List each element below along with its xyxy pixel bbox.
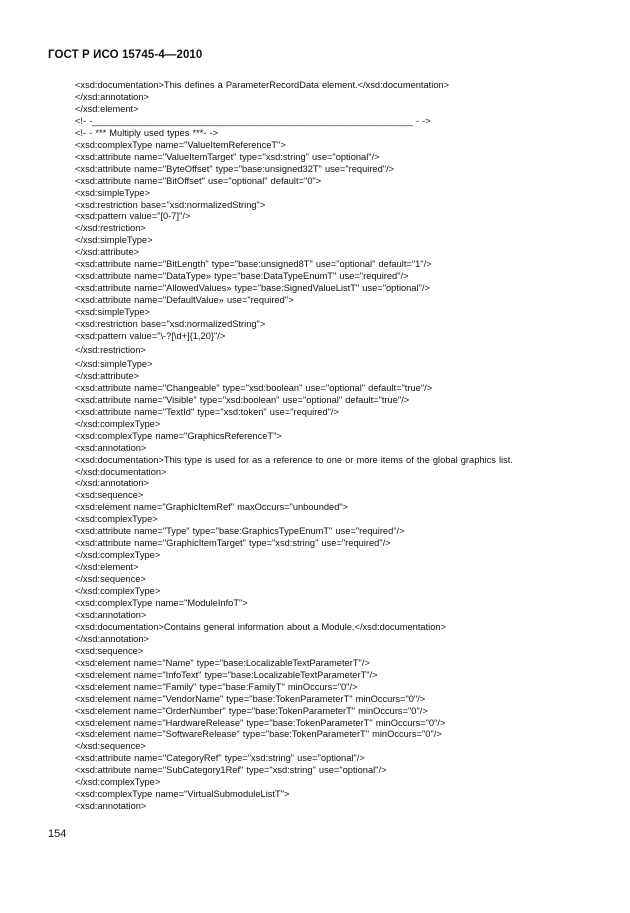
code-line: <!- -______________________________________________________________ - -> xyxy=(75,115,431,126)
code-line: <xsd:element name="InfoText" type="base:LocalizableTextParameterT"/> xyxy=(75,669,378,680)
code-line: <xsd:attribute name="BitOffset" use="optional" default="0"> xyxy=(75,175,322,186)
code-line: </xsd:complexType> xyxy=(75,550,161,561)
code-line: <xsd:attribute name="TextId" type="xsd:token" use="required"/> xyxy=(75,406,339,417)
xml-schema-code-block xyxy=(75,80,575,813)
code-line: </xsd:sequence> xyxy=(75,574,146,585)
code-line: <xsd:documentation>This defines a ParameterRecordData element.</xsd:documentation> xyxy=(75,80,450,90)
code-line: <xsd:restriction base="xsd:normalizedString"> xyxy=(75,319,266,330)
code-line: </xsd:complexType> xyxy=(75,777,161,788)
code-line: <xsd:pattern value="\-?[\d+]{1,20}"/> xyxy=(75,331,226,342)
code-line: <xsd:documentation>Contains general information about a Module.</xsd:documentation> xyxy=(75,621,446,632)
code-line: <xsd:element name="VendorName" type="base:TokenParameterT" minOccurs="0"/> xyxy=(75,693,426,704)
code-line: <xsd:complexType> xyxy=(75,514,158,525)
code-line: <xsd:pattern value="[0-7]"/> xyxy=(75,211,191,222)
code-line: <xsd:element name="Name" type="base:LocalizableTextParameterT"/> xyxy=(75,657,370,668)
code-line: <xsd:attribute name="SubCategory1Ref" type="xsd:string" use="optional"/> xyxy=(75,765,387,776)
code-line: </xsd:simpleType> xyxy=(75,235,153,246)
code-line: <xsd:element name="OrderNumber" type="base:TokenParameterT" minOccurs="0"/> xyxy=(75,705,428,716)
code-line: <xsd:documentation>This type is used for as a reference to one or more items of the global graphics list.</xsd:documentation> xyxy=(75,454,513,477)
code-line: </xsd:attribute> xyxy=(75,247,140,258)
code-line: </xsd:restriction> xyxy=(75,344,146,355)
code-line: <xsd:attribute name="Visible" type="xsd:boolean" use="optional" default="true"/> xyxy=(75,394,410,405)
code-line: </xsd:element> xyxy=(75,103,139,114)
code-line: <xsd:attribute name="BitLength" type="base:unsigned8T" use="optional" default="1"/> xyxy=(75,259,432,270)
page-number: 154 xyxy=(48,828,67,840)
code-line: <xsd:sequence> xyxy=(75,490,144,501)
code-line: </xsd:restriction> xyxy=(75,223,146,234)
code-line: <xsd:annotation> xyxy=(75,609,147,620)
code-line: <xsd:complexType name="GraphicsReferenceT"> xyxy=(75,430,282,441)
code-line: <xsd:attribute name="ByteOffset" type="base:unsigned32T" use="required"/> xyxy=(75,163,395,174)
code-line: <xsd:element name="HardwareRelease" type="base:TokenParameterT" minOccurs="0"/> xyxy=(75,717,446,728)
code-line: <xsd:attribute name="CategoryRef" type="xsd:string" use="optional"/> xyxy=(75,753,365,764)
code-line: <xsd:element name="GraphicItemRef" maxOccurs="unbounded"> xyxy=(75,502,349,513)
code-line: <xsd:attribute name="DefaultValue» use="required"> xyxy=(75,295,294,306)
code-line: <xsd:simpleType> xyxy=(75,307,150,318)
code-line: <xsd:complexType name="VirtualSubmoduleListT"> xyxy=(75,789,290,800)
code-line: <xsd:attribute name="AllowedValues» type="base:SignedValueListT" use="optional"/> xyxy=(75,283,430,294)
code-line: </xsd:simpleType> xyxy=(75,358,153,369)
code-line: </xsd:element> xyxy=(75,562,139,573)
code-line: <xsd:element name="Family" type="base:FamilyT" minOccurs="0"/> xyxy=(75,681,358,692)
code-line: <xsd:attribute name="Changeable" type="xsd:boolean" use="optional" default="true"/> xyxy=(75,382,433,393)
code-line: <xsd:attribute name="DataType» type="base:DataTypeEnumT" use="required"/> xyxy=(75,271,409,282)
document-header: ГОСТ Р ИСО 15745-4—2010 xyxy=(48,49,203,61)
code-line: <xsd:annotation> xyxy=(75,801,147,812)
code-line: <!- - *** Multiply used types ***- -> xyxy=(75,127,219,138)
code-line: <xsd:restriction base="xsd:normalizedString"> xyxy=(75,199,266,210)
code-line: <xsd:attribute name="ValueItemTarget" type="xsd:string" use="optional"/> xyxy=(75,151,380,162)
code-line: <xsd:complexType name="ModuleInfoT"> xyxy=(75,597,248,608)
code-line: </xsd:annotation> xyxy=(75,633,149,644)
code-line: </xsd:sequence> xyxy=(75,741,146,752)
code-line: <xsd:attribute name="Type" type="base:GraphicsTypeEnumT" use="required"/> xyxy=(75,526,405,537)
code-line: <xsd:sequence> xyxy=(75,645,144,656)
code-line: <xsd:attribute name="GraphicItemTarget" type="xsd:string" use="required"/> xyxy=(75,538,391,549)
code-line: <xsd:element name="SoftwareRelease" type="base:TokenParameterT" minOccurs="0"/> xyxy=(75,729,442,740)
code-line: </xsd:attribute> xyxy=(75,370,140,381)
code-line: </xsd:annotation> xyxy=(75,478,149,489)
code-line: <xsd:complexType name="ValueItemReferenceT"> xyxy=(75,139,286,150)
code-line: </xsd:complexType> xyxy=(75,586,161,597)
code-line: </xsd:complexType> xyxy=(75,418,161,429)
code-line: <xsd:simpleType> xyxy=(75,187,150,198)
code-line: <xsd:annotation> xyxy=(75,442,147,453)
code-line: </xsd:annotation> xyxy=(75,91,149,102)
